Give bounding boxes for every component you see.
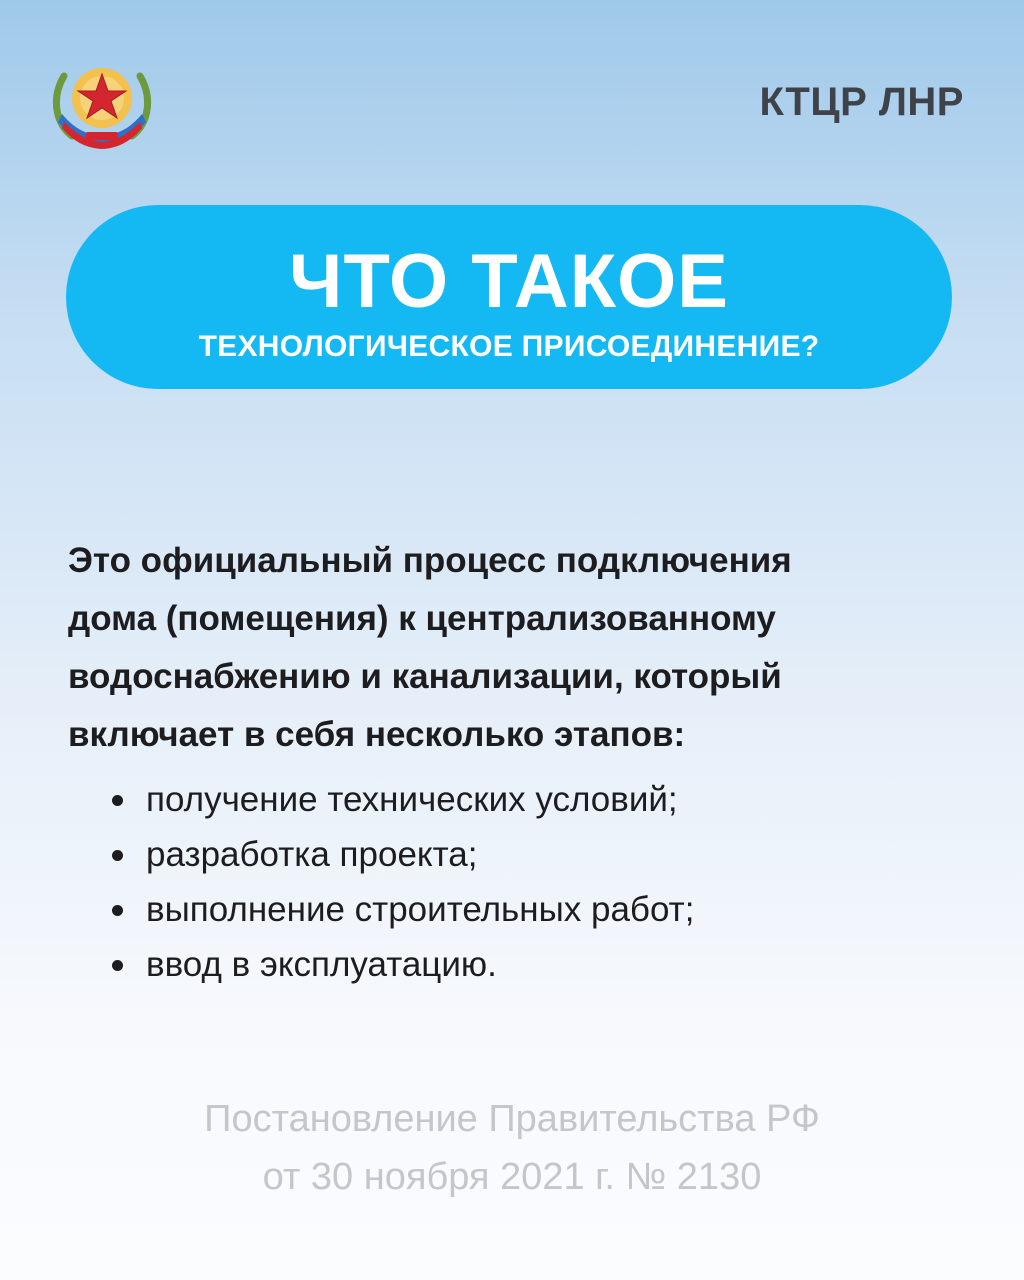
- legal-reference-line1: Постановление Правительства РФ: [204, 1098, 820, 1140]
- legal-reference: [0, 1090, 1024, 1206]
- banner-title: ЧТО ТАКОЕ: [289, 239, 729, 324]
- step-text: выполнение строительных работ;: [146, 890, 695, 929]
- step-text: ввод в эксплуатацию.: [146, 945, 497, 984]
- steps-list: [108, 772, 694, 992]
- lpr-coat-of-arms-icon: [50, 56, 154, 152]
- legal-reference-line2: от 30 ноября 2021 г. № 2130: [262, 1156, 762, 1198]
- intro-paragraph: Это официальный процесс подключения дома (помещения) к централизованному водоснабжению и канализации, который включает в себя несколько этапов:: [68, 541, 792, 754]
- bullet-icon: [112, 850, 123, 861]
- step-text: разработка проекта;: [146, 835, 478, 874]
- bullet-icon: [112, 960, 123, 971]
- bullet-icon: [112, 905, 123, 916]
- bullet-icon: [112, 795, 123, 806]
- step-text: получение технических условий;: [146, 780, 678, 819]
- list-item: [108, 772, 694, 827]
- list-item: [108, 827, 694, 882]
- brand-name: КТЦР ЛНР: [759, 80, 964, 124]
- list-item: [108, 882, 694, 937]
- list-item: [108, 937, 694, 992]
- banner-subtitle: ТЕХНОЛОГИЧЕСКОЕ ПРИСОЕДИНЕНИЕ?: [198, 330, 820, 363]
- title-banner: [66, 205, 952, 389]
